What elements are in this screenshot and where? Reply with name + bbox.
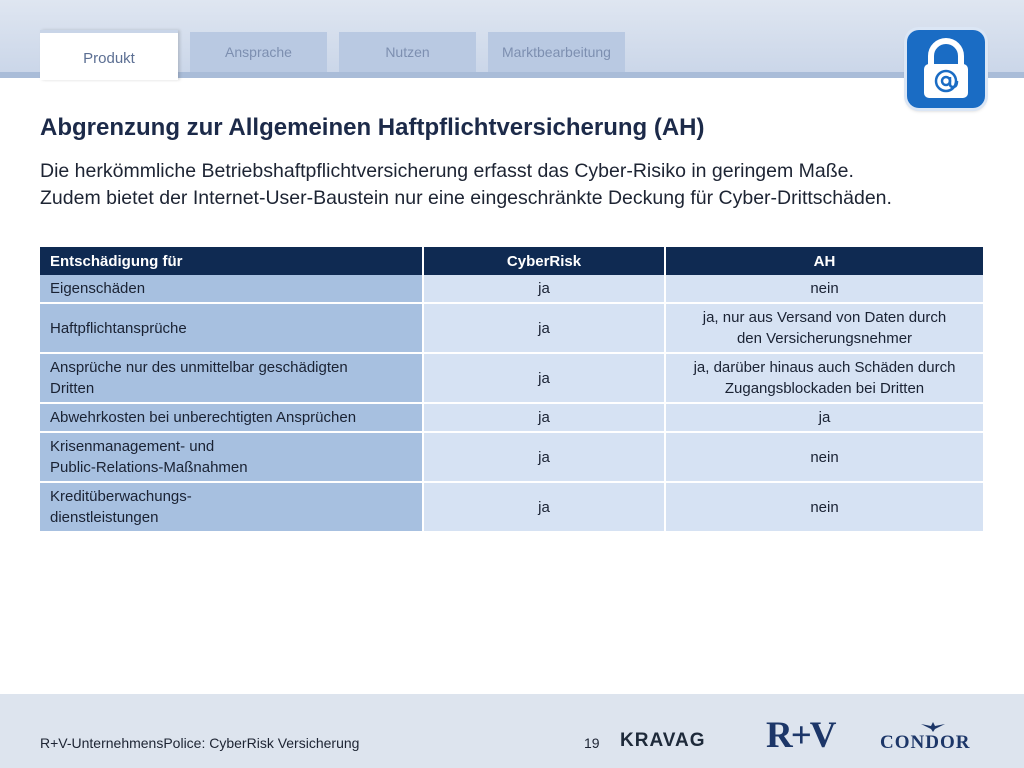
intro-line-1: Die herkömmliche Betriebshaftpflichtversicherung erfasst das Cyber-Risiko in geringem Maße. [40,160,854,182]
ah-value [665,353,984,403]
intro-text [40,158,980,212]
cyber-value: ja [423,275,665,303]
cyber-value: ja [423,353,665,403]
ah-value [665,403,984,432]
tab-ansprache[interactable] [190,32,327,72]
cyber-value: ja [423,403,665,432]
ah-value-line: Zugangsblockaden bei Dritten [724,380,925,397]
cyber-value: ja [423,432,665,482]
row-label-line: Kreditüberwachungs- [50,488,192,505]
tab-nutzen[interactable] [339,32,476,72]
ah-value-line: ja, darüber hinaus auch Schäden durch [693,359,956,376]
condor-logo-text: CONDOR [880,732,971,753]
header-entschaedigung: Entschädigung für [40,247,423,275]
tab-produkt-label: Produkt [83,50,135,67]
row-label [40,432,423,482]
table-row [40,432,984,482]
table-header-row [40,247,984,275]
row-label-line: Abwehrkosten bei unberechtigten Ansprüchen [50,409,357,426]
header-ah: AH [665,247,984,275]
rv-logo [766,714,835,757]
row-label [40,353,423,403]
table-row [40,353,984,403]
ah-value [665,275,984,303]
row-label [40,403,423,432]
kravag-logo [620,730,706,752]
lock-at-icon [907,30,985,108]
row-label-line: Haftpflichtansprüche [50,319,187,337]
header-cyberrisk: CyberRisk [423,247,665,275]
ah-value [665,482,984,532]
tab-nutzen-label: Nutzen [385,44,430,60]
cyber-value: ja [423,482,665,532]
row-label-line: Krisenmanagement- und [50,438,215,455]
tab-marktbearbeitung[interactable] [488,32,625,72]
intro-line-2: Zudem bietet der Internet-User-Baustein nur eine eingeschränkte Deckung für Cyber-Drittschäden. [40,187,892,209]
row-label [40,303,423,353]
row-label-line: Eigenschäden [50,280,146,297]
ah-value-line: ja [818,409,831,426]
row-label-line: Dritten [50,380,95,397]
comparison-table [40,247,985,533]
condor-logo [880,732,970,754]
tab-produkt[interactable] [40,30,178,80]
ah-value [665,432,984,482]
ah-value-line: nein [810,448,839,466]
ah-value-line: ja, nur aus Versand von Daten durch [702,309,947,326]
ah-value-line: nein [810,498,839,516]
ah-value-line: den Versicherungsnehmer [736,330,913,347]
ah-value [665,303,984,353]
kravag-logo-text: KRAVAG [620,730,706,751]
rv-logo-text: R+V [766,715,835,756]
page-title: Abgrenzung zur Allgemeinen Haftpflichtversicherung (AH) [40,114,705,141]
page-number: 19 [584,735,600,751]
table-row [40,275,984,303]
table-row [40,482,984,532]
tab-ansprache-label: Ansprache [225,44,292,60]
row-label [40,482,423,532]
row-label-line: dienstleistungen [50,509,159,526]
table-row [40,303,984,353]
footer-text: R+V-UnternehmensPolice: CyberRisk Versicherung [40,735,360,751]
row-label-line: Public-Relations-Maßnahmen [50,459,248,476]
condor-bird-icon [921,720,945,732]
ah-value-line: nein [810,280,839,297]
row-label [40,275,423,303]
table-row [40,403,984,432]
row-label-line: Ansprüche nur des unmittelbar geschädigten [50,359,348,376]
tab-marktbearbeitung-label: Marktbearbeitung [502,44,611,60]
cyber-value: ja [423,303,665,353]
footer-band [0,694,1024,768]
